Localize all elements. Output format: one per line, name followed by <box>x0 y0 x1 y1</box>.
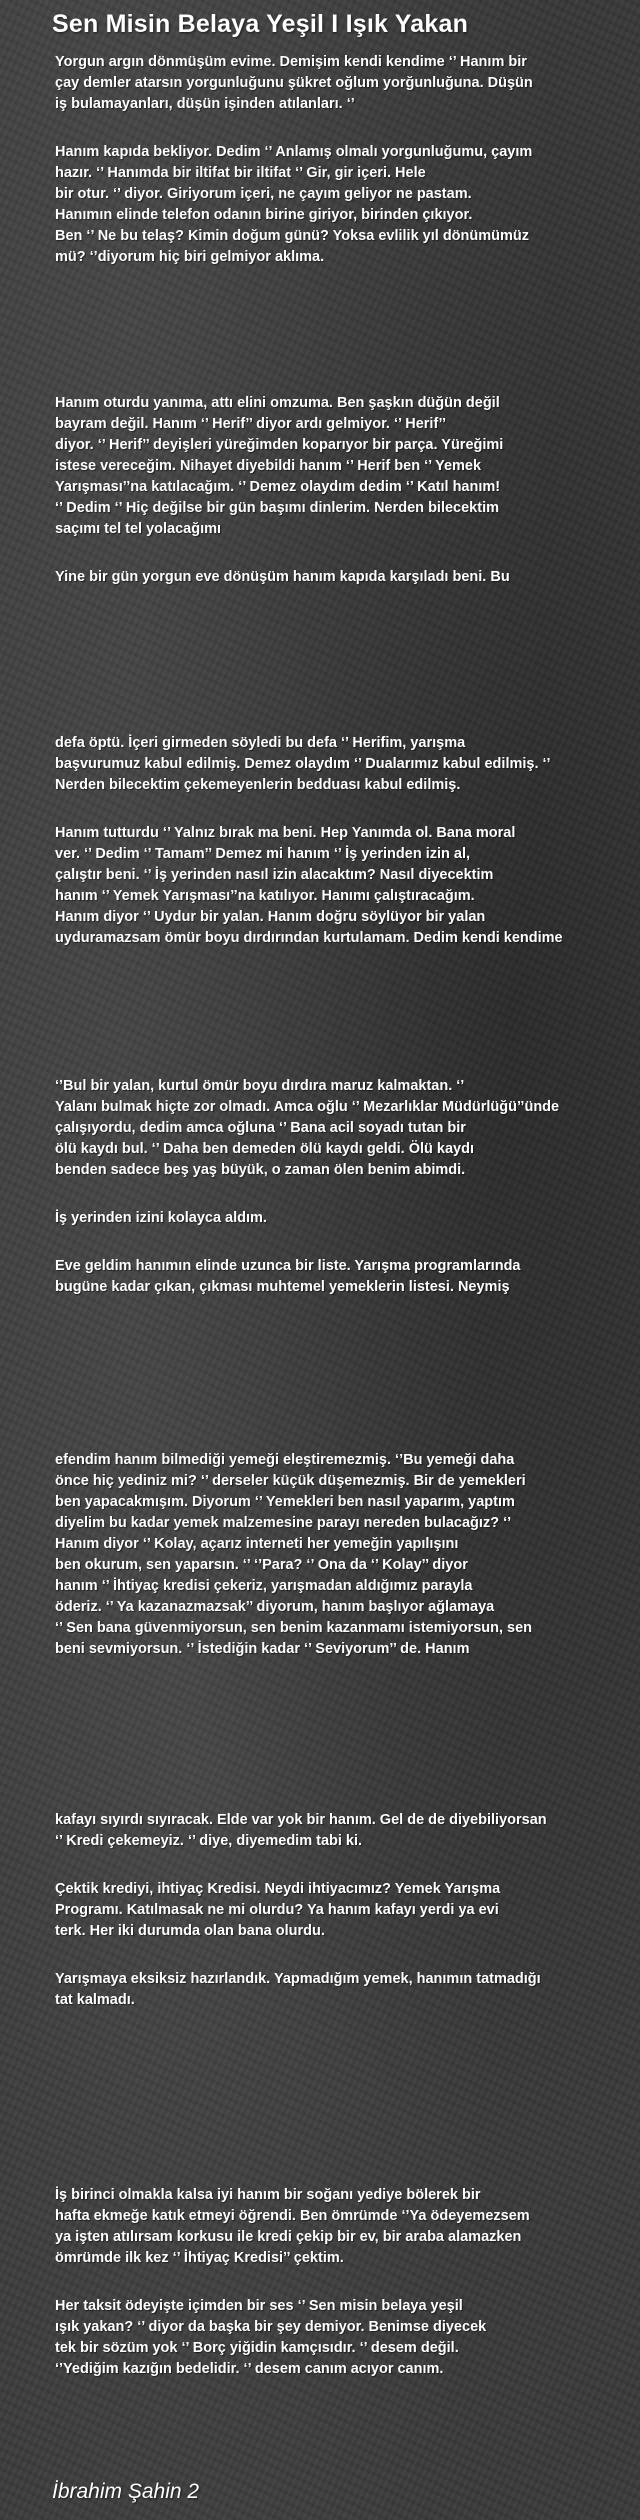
poem-stanza: ‘’Bul bir yalan, kurtul ömür boyu dırdıra maruz kalmaktan. ‘’ Yalanı bulmak hiçte zor olmadı. Amca oğlu ‘’ Mezarlıklar Müdürlüğü’’ünde çalışıyordu, dedim amca oğluna ‘’ Bana acil soyadı tutan bir ölü kaydı bul. ‘’ Daha ben demeden ölü kaydı geldi. Ölü kaydı benden sadece beş yaş büyük, o zaman ölen benim abimdi. <box>55 1078 560 1178</box>
poem-stanza: efendim hanım bilmediği yemeği eleştiremezmiş. ‘’Bu yemeği daha önce hiç yediniz mi? ‘’ derseler küçük düşemezmiş. Bir de yemekleri ben yapacakmışım. Diyorum ‘’ Yemekleri ben nasıl yaparım, yaptım diyelim bu kadar yemek malzemesine parayı nereden bulacağız? ‘’ Hanım diyor ‘’ Kolay, açarız interneti her yemeğin yapılışını ben okurum, sen yaparsın. ‘’ ‘’Para? ‘’ Ona da ‘’ Kolay’’ diyor hanım ‘’ İhtiyaç kredisi çekeriz, yarışmadan aldığımız parayla öderiz. ‘’ Ya kazanazmazsak’’ diyorum, hanım başlıyor ağlamaya ‘’ Sen bana güvenmiyorsun, sen benim kazanmamı istemiyorsun, sen beni sevmiyorsun. ‘’ İstediğin kadar ‘’ Seviyorum’’ de. Hanım <box>55 1452 533 1657</box>
poem-stanza: Çektik krediyi, ihtiyaç Kredisi. Neydi ihtiyacımız? Yemek Yarışma Programı. Katılmasak ne mi olurdu? Ya hanım kafayı yerdi ya evi terk. Her iki durumda olan bana olurdu. <box>55 1881 501 1939</box>
poem-stanza: kafayı sıyırdı sıyıracak. Elde var yok bir hanım. Gel de de diyebiliyorsan ‘’ Kredi çekemeyiz. ‘’ diye, diyemedim tabi ki. <box>55 1812 547 1849</box>
poem-stanza: Hanım oturdu yanıma, attı elini omzuma. Ben şaşkın düğün değil bayram değil. Hanım ‘’ Herif’’ diyor ardı gelmiyor. ‘’ Herif’’ diyor. ‘’ Herif’’ deyişleri yüreğimden koparıyor bir parça. Yüreğimi istese vereceğim. Nihayet diyebildi hanım ‘’ Herif ben ‘’ Yemek Yarışması’’na katılacağım. ‘’ Demez olaydım dedim ‘’ Katıl hanım! ‘’ Dedim ‘’ Hiç değilse bir gün başımı dinlerim. Nerden bilecektim saçımı tel tel yolacağımı <box>55 395 504 537</box>
poem-section-5 <box>0 1450 640 1660</box>
poem-stanza: Her taksit ödeyişte içimden bir ses ‘’ Sen misin belaya yeşil ışık yakan? ‘’ diyor da başka bir şey demiyor. Benimse diyecek tek bir sözüm yok ‘’ Borç yiğidin kamçısıdır. ‘’ desem değil. ‘’Yediğim kazığın bedelidir. ‘’ desem canım acıyor canım. <box>55 2298 487 2377</box>
poem-stanza: Hanım tutturdu ‘’ Yalnız bırak ma beni. Hep Yanımda ol. Bana moral ver. ‘’ Dedim ‘’ Tamam’’ Demez mi hanım ‘’ İş yerinden izin al, çalıştır beni. ‘’ İş yerinden nasıl izin alacaktım? Nasıl diyecektim hanım ‘’ Yemek Yarışması’’na katılıyor. Hanımı çalıştıracağım. Hanım diyor ‘’ Uydur bir yalan. Hanım doğru söylüyor bir yalan uyduramazsam ömür boyu dırdırından kurtulamam. Dedim kendi kendime <box>55 825 563 946</box>
poem-stanza: Eve geldim hanımın elinde uzunca bir liste. Yarışma programlarında bugüne kadar çıkan, çıkması muhtemel yemeklerin listesi. Neymiş <box>55 1258 521 1295</box>
poem-title: Sen Misin Belaya Yeşil I Işık Yakan <box>52 10 469 38</box>
poem-section-1 <box>0 52 640 268</box>
poem-section-2 <box>0 393 640 588</box>
poem-stanza: İş birinci olmakla kalsa iyi hanım bir soğanı yediye bölerek bir hafta ekmeğe katık etmeyi öğrendi. Ben ömrümde ‘’Ya ödeyemezsem ya işten atılırsam korkusu ile kredi çekip bir ev, bir araba alamazken ömrümde ilk kez ‘’ İhtiyaç Kredisi’’ çektim. <box>55 2187 530 2266</box>
poem-stanza: Hanım kapıda bekliyor. Dedim ‘’ Anlamış olmalı yorgunluğumu, çayım hazır. ‘’ Hanımda bir iltifat bir iltifat ‘’ Gir, gir içeri. Hele bir otur. ‘’ diyor. Giriyorum içeri, ne çayım geliyor ne pastam. Hanımın elinde telefon odanın birine giriyor, birinden çıkıyor. Ben ‘’ Ne bu telaş? Kimin doğum günü? Yoksa evlilik yıl dönümümüz mü? ‘’diyorum hiç biri gelmiyor aklıma. <box>55 144 533 265</box>
poem-section-6 <box>0 1810 640 2011</box>
poem-stanza: Yorgun argın dönmüşüm evime. Demişim kendi kendime ‘’ Hanım bir çay demler atarsın yorgunluğunu şükret oğlum yorğunluğuna. Düşün iş bulamayanları, düşün işinden atılanları. ‘’ <box>55 54 533 112</box>
poem-stanza: İş yerinden izini kolayca aldım. <box>55 1210 267 1226</box>
poem-section-3 <box>0 733 640 949</box>
poem-stanza: Yarışmaya eksiksiz hazırlandık. Yapmadığım yemek, hanımın tatmadığı tat kalmadı. <box>55 1971 541 2008</box>
poem-author: İbrahim Şahin 2 <box>52 2480 200 2503</box>
poem-stanza: defa öptü. İçeri girmeden söyledi bu defa ‘’ Herifim, yarışma başvurumuz kabul edilmiş. Demez olaydım ‘’ Dualarımız kabul edilmiş. ‘’ Nerden bilecektim çekemeyenlerin bedduası kabul edilmiş. <box>55 735 551 793</box>
poem-section-4 <box>0 1076 640 1298</box>
poem-section-7 <box>0 2185 640 2380</box>
poem-stanza: Yine bir gün yorgun eve dönüşüm hanım kapıda karşıladı beni. Bu <box>55 569 510 585</box>
